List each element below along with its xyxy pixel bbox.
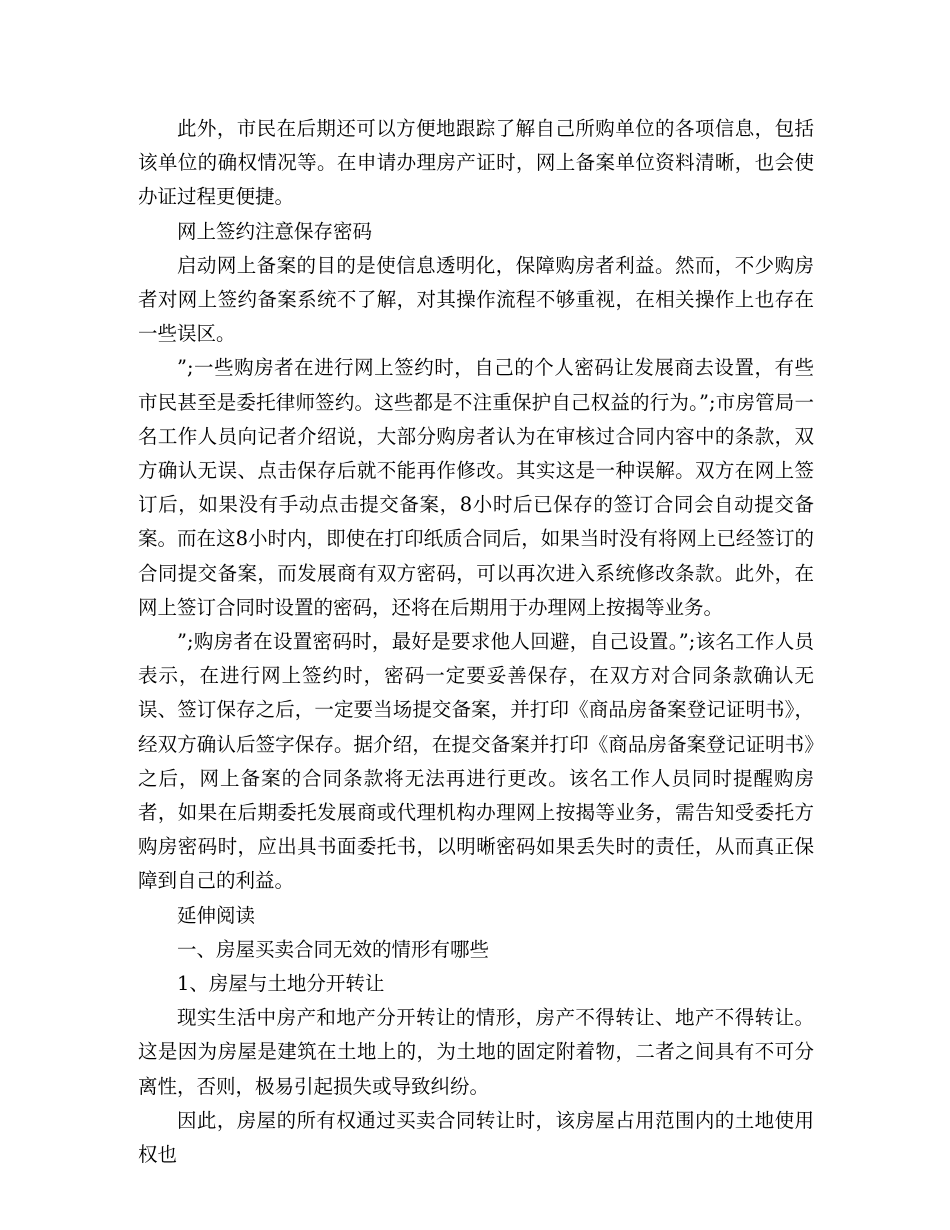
paragraph: 现实生活中房产和地产分开转让的情形，房产不得转让、地产不得转让。这是因为房屋是建筑在土地上的，为土地的固定附着物，二者之间具有不可分离性，否则，极易引起损失或导致纠纷。	[138, 1006, 814, 1098]
sub-heading: 1、房屋与土地分开转让	[177, 972, 385, 996]
section-heading: 一、房屋买卖合同无效的情形有哪些	[177, 937, 490, 961]
paragraph: ”;购房者在设置密码时，最好是要求他人回避，自己设置。”;该名工作人员表示，在进行网上签约时，密码一定要妥善保存，在双方对合同条款确认无误、签订保存之后，一定要当场提交备案，并打印《商品房备案登记证明书》，经双方确认后签字保存。据介绍，在提交备案并打印《商品房备案登记证明书》之后，网上备案的合同条款将无法再进行更改。该名工作人员同时提醒购房者，如果在后期委托发展商或代理机构办理网上按揭等业务，需告知受委托方购房密码时，应出具书面委托书，以明晰密码如果丢失时的责任，从而真正保障到自己的利益。	[138, 630, 814, 893]
paragraph: 启动网上备案的目的是使信息透明化，保障购房者利益。然而，不少购房者对网上签约备案系统不了解，对其操作流程不够重视，在相关操作上也存在一些误区。	[138, 253, 814, 346]
paragraph: 此外，市民在后期还可以方便地跟踪了解自己所购单位的各项信息，包括该单位的确权情况等。在申请办理房产证时，网上备案单位资料清晰，也会使办证过程更便捷。	[138, 117, 814, 209]
document-body	[138, 112, 814, 1172]
paragraph: 因此，房屋的所有权通过买卖合同转让时，该房屋占用范围内的土地使用权也	[138, 1108, 814, 1167]
section-heading: 延伸阅读	[177, 903, 256, 927]
paragraph: ”;一些购房者在进行网上签约时，自己的个人密码让发展商去设置，有些市民甚至是委托律师签约。这些都是不注重保护自己权益的行为。”;市房管局一名工作人员向记者介绍说，大部分购房者认为在审核过合同内容中的条款，双方确认无误、点击保存后就不能再作修改。其实这是一种误解。双方在网上签订后，如果没有手动点击提交备案，8小时后已保存的签订合同会自动提交备案。而在这8小时内，即使在打印纸质合同后，如果当时没有将网上已经签订的合同提交备案，而发展商有双方密码，可以再次进入系统修改条款。此外，在网上签订合同时设置的密码，还将在后期用于办理网上按揭等业务。	[138, 356, 814, 619]
section-heading: 网上签约注意保存密码	[177, 219, 373, 243]
